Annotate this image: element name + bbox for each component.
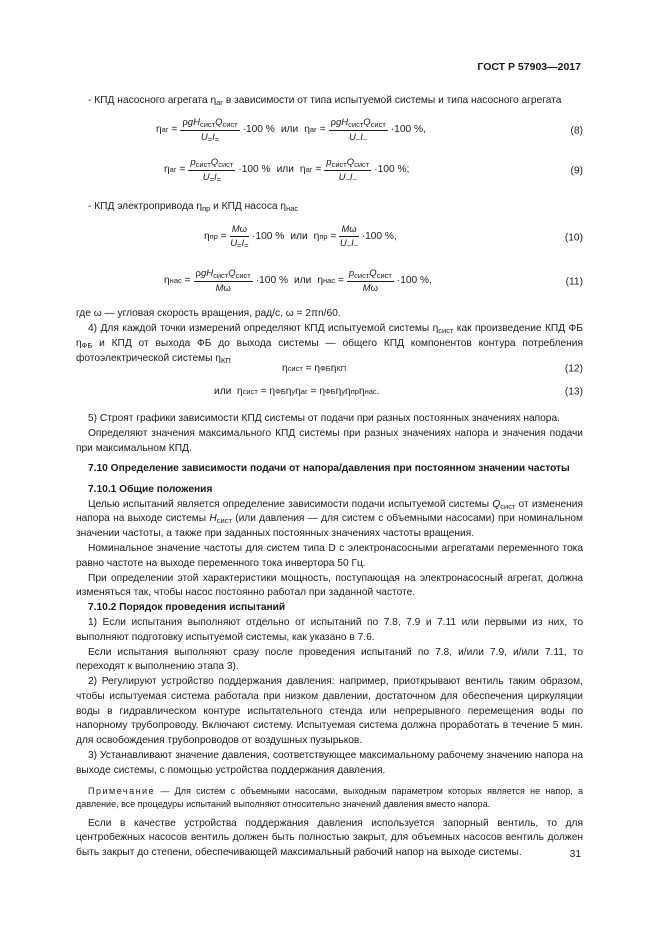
equation-number: (11) bbox=[565, 276, 583, 288]
equation-8: η аг = $\frac{\rho gH_{сист}Q_{сист}}{U_=I_=}$ ·100 % или η аг = $\frac{\rho gH_{сист}Q_{сист}}{U_\sim I_\sim}$ ·100 %, (8) bbox=[156, 117, 583, 144]
paragraph-step-5: 5) Строят графики зависимости КПД системы от подачи при разных постоянных значениях напора. Определяют значения максимального КПД системы при разных значениях напора и значения подачи при максимальном КПД. bbox=[76, 413, 583, 454]
equation-number: (12) bbox=[564, 363, 583, 375]
paragraph-drive-efficiency: - КПД электропривода $\eta_{пр}$ и КПД насоса $\eta_{нас}$ bbox=[88, 201, 299, 213]
subsection-heading: 7.10.1 Общие положения bbox=[88, 483, 213, 495]
equation-number: (8) bbox=[570, 125, 583, 137]
equation-number: (13) bbox=[564, 386, 583, 398]
note: Примечание — Для систем с объемными насосами, выходным параметром которых является не напор, а давление, все процедуры испытаний выполняют относительно значений давления вместо напора. bbox=[76, 785, 583, 809]
section-heading: 7.10 Определение зависимости подачи от напора/давления при постоянном значении частоты bbox=[88, 463, 570, 474]
equation-13: или η сист = η ФБ η у η аг = η ФБ η у η пр η нас . (13) bbox=[76, 382, 583, 404]
paragraph-step-4: где ω — угловая скорость вращения, рад/с, ω = 2πn/60. 4) Для каждой точки измерений определяют КПД испытуемой системы $\eta_{сист}$ как произведение КПД ФБ $\eta_{ФБ}$ и КПД от выхода ФБ до выхода системы — общего КПД компонентов контура потребления фотоэлектрической системы $\eta_{КП}$ bbox=[76, 308, 583, 365]
document-id: ГОСТ Р 57903—2017 bbox=[477, 61, 581, 73]
equation-number: (10) bbox=[564, 232, 583, 244]
equation-number: (9) bbox=[570, 165, 583, 177]
omega-definition: где ω — угловая скорость вращения, рад/с, ω = 2πn/60. bbox=[76, 308, 341, 319]
subsection-heading: 7.10.2 Порядок проведения испытаний bbox=[88, 602, 286, 614]
equation-12: η сист = η ФБ η КП (12) bbox=[76, 359, 583, 381]
page-number: 31 bbox=[569, 849, 581, 860]
paragraph-pump-unit-efficiency: - КПД насосного агрегата $\eta_{аг}$ в зависимости от типа испытуемой системы и типа насосного агрегата bbox=[88, 95, 562, 107]
section-7-10: 7.10 Определение зависимости подачи от напора/давления при постоянном значении частоты 7.10.1 Общие положения Целью испытаний является определение зависимости подачи испытуемой системы $Q_{сист}$ от изменения напора на выходе системы $H_{сист}$ (или давления — для систем с объемными насосами) при номинальном значении частоты, а также при заданных постоянных значениях частоты вращения. Номинальное значение частоты для систем типа D с электронасосными агрегатами переменного тока равно частоте на выходе переменного тока инвертора 50 Гц. При определении этой характеристики мощность, поступающая на электронасосный агрегат, должна изменяться так, чтобы насос постоянно работал при заданной частоте. 7.10.2 Порядок проведения испытаний 1) Если испытания выполняют отдельно от испытаний по 7.8, 7.9 и 7.11 или первыми из них, то выполняют подготовку испытуемой системы, как указано в 7.6. Если испытания выполняют сразу после проведения испытаний по 7.8, и/или 7.9, и/или 7.11, то переходят к выполнению этапа 3). 2) Регулируют устройство поддержания давления: например, приоткрывают вентиль таким образом, чтобы испытуемая система работала при низком давлении, достаточном для обеспечения циркуляции воды в гидравлическом контуре испытательного стенда или непрерывного перемещения воды по напорному трубопроводу. Включают систему. Испытуемая система должна проработать в течение 5 мин. для освобождения трубопроводов от воздушных пузырьков. 3) Устанавливают значение давления, соответствующее максимальному рабочему значению напора на выходе системы, с помощью устройства поддержания давления. Примечание — Для систем с объемными насосами, выходным параметром которых является не напор, а давление, все процедуры испытаний выполняют относительно значений давления вместо напора. Если в качестве устройства поддержания давления используется запорный вентиль, то для центробежных насосов вентиль должен быть полностью закрыт, для объемных насосов вентиль должен быть закрыт до степени, обеспечивающей максимальный рабочий напор на выходе системы. bbox=[76, 463, 584, 859]
equation-10: η пр = $\frac{M\omega}{U_=I_=}$ ·100 % или η пр = $\frac{M\omega}{U_\sim I_\sim}$ ·100 %, (10) bbox=[204, 224, 583, 251]
equation-9: η аг = $\frac{p_{сист}Q_{сист}}{U_=I_=}$ ·100 % или η аг = $\frac{p_{сист}Q_{сист}}{U_\sim I_\sim}$ ·100 %; (9) bbox=[164, 157, 583, 184]
equation-11: η нас = $\frac{\rho gH_{сист}Q_{сист}}{M\omega}$ ·100 % или η нас = $\frac{p_{сист}Q_{сист}}{M\omega}$ ·100 %, (11) bbox=[164, 268, 583, 294]
